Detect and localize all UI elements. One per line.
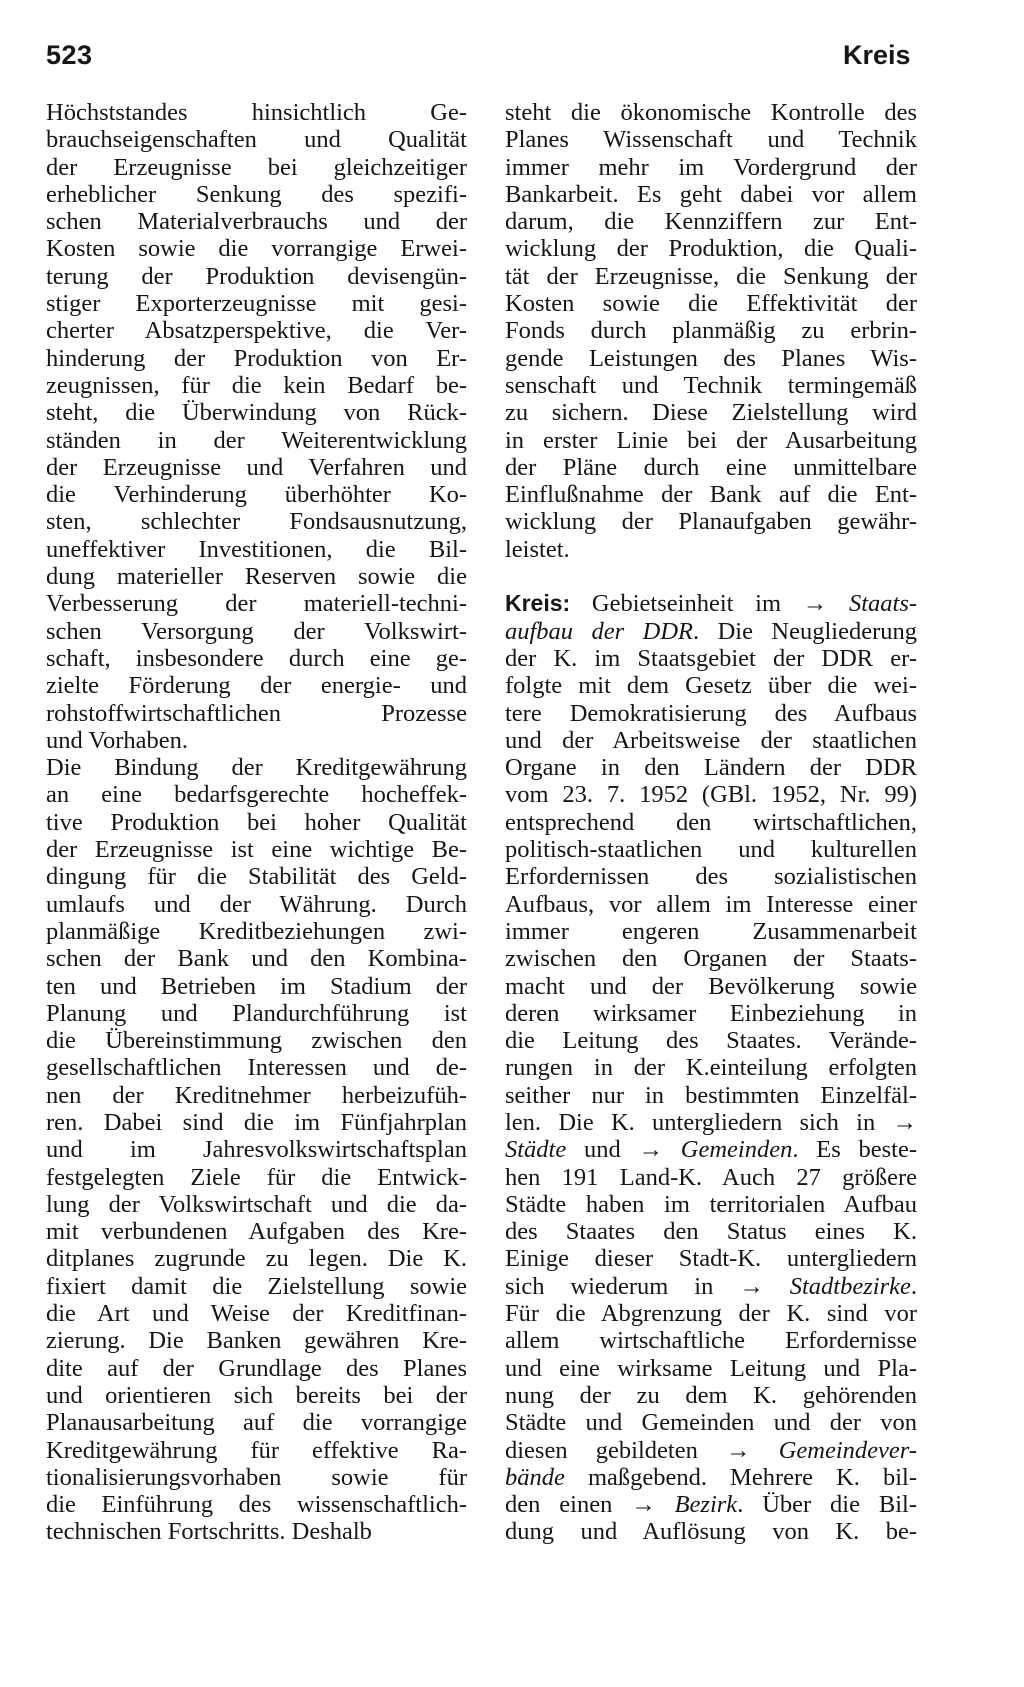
entry-line	[505, 1491, 917, 1518]
text-line: an eine bedarfsgerechte hocheffek-	[46, 781, 467, 809]
entry-gap	[505, 563, 917, 590]
entry-body-a	[505, 645, 917, 1109]
text-line: Planes Wissenschaft und Technik	[505, 126, 917, 154]
right-column-continuation	[505, 99, 917, 563]
text-line: cherter Absatzperspektive, die Ver-	[46, 317, 467, 345]
text-line: dite auf der Grundlage des Planes	[46, 1354, 467, 1382]
text-line: schen der Bank und den Kombina-	[46, 945, 467, 973]
text-line: seither nur in bestimmten Einzelfäl-	[505, 1081, 917, 1109]
entry-line	[505, 618, 917, 645]
text-line: zielte Förderung der energie- und	[46, 672, 467, 700]
text-line: gende Leistungen des Planes Wis-	[505, 344, 917, 372]
text-line: und eine wirksame Leitung und Pla-	[505, 1354, 917, 1382]
entry-text: und	[566, 1136, 639, 1164]
text-line: der Erzeugnisse bei gleichzeitiger	[46, 153, 467, 181]
text-line: steht die ökonomische Kontrolle des	[505, 99, 917, 126]
entry-line: dung und Auflösung von K. be-	[505, 1518, 917, 1546]
cross-reference-link[interactable]: Städte	[505, 1136, 567, 1164]
text-line: des Staates den Status eines K.	[505, 1218, 917, 1246]
text-line: nung der zu dem K. gehörenden	[505, 1381, 917, 1409]
text-line: die Übereinstimmung zwischen den	[46, 1027, 467, 1055]
text-line: der Erzeugnisse ist eine wichtige Be-	[46, 836, 467, 864]
text-line: vom 23. 7. 1952 (GBl. 1952, Nr. 99)	[505, 781, 917, 809]
text-line: politisch-staatlichen und kulturellen	[505, 836, 917, 864]
left-column	[46, 99, 467, 1546]
entry-text: diesen gebildeten	[505, 1436, 727, 1464]
text-line: umlaufs und der Währung. Durch	[46, 890, 467, 918]
text-line: festgelegten Ziele für die Entwick-	[46, 1163, 467, 1191]
text-line: lung der Volkswirtschaft und die da-	[46, 1190, 467, 1218]
cross-reference-link[interactable]: → Stadtbezirke	[739, 1272, 911, 1300]
text-line: immer mehr im Vordergrund der	[505, 153, 917, 181]
text-line: Kreditgewährung für effektive Ra-	[46, 1436, 467, 1464]
cross-reference-link[interactable]: bände	[505, 1463, 565, 1491]
text-line: tät der Erzeugnisse, die Senkung der	[505, 262, 917, 290]
text-line: Einige dieser Stadt-K. untergliedern	[505, 1245, 917, 1273]
text-line: Die Bindung der Kreditgewährung	[46, 754, 467, 782]
text-line: tionalisierungsvorhaben sowie für	[46, 1463, 467, 1491]
text-line: Kosten sowie die Effektivität der	[505, 290, 917, 318]
text-line: und der Arbeitsweise der staatlichen	[505, 726, 917, 754]
text-line: wicklung der Produktion, die Quali-	[505, 235, 917, 263]
entry-keyword: Kreis:	[505, 590, 571, 617]
text-line: die Leitung des Staates. Verände-	[505, 1027, 917, 1055]
cross-reference-arrow[interactable]: →	[892, 1108, 917, 1136]
text-line: ständen in der Weiterentwicklung	[46, 426, 467, 454]
text-line: und orientieren sich bereits bei der	[46, 1381, 467, 1409]
entry-text: . Über die Bil-	[737, 1491, 917, 1519]
text-line: zu sichern. Diese Zielstellung wird	[505, 399, 917, 427]
text-line: schen Versorgung der Volkswirt-	[46, 617, 467, 645]
text-line: der Pläne durch eine unmittelbare	[505, 453, 917, 481]
cross-reference-link[interactable]: → Bezirk	[631, 1491, 738, 1519]
text-line: Verbesserung der materiell-techni-	[46, 590, 467, 618]
cross-reference-link[interactable]: aufbau der DDR	[505, 617, 693, 645]
text-line: allem wirtschaftliche Erfordernisse	[505, 1327, 917, 1355]
text-line: deren wirksamer Einbeziehung in	[505, 999, 917, 1027]
text-line: tive Produktion bei hoher Qualität	[46, 808, 467, 836]
text-line: ren. Dabei sind die im Fünfjahrplan	[46, 1108, 467, 1136]
entry-line	[505, 1437, 917, 1464]
page-number: 523	[46, 40, 93, 70]
text-line: ten und Betrieben im Stadium der	[46, 972, 467, 1000]
entry-line	[505, 1136, 917, 1163]
text-line: in erster Linie bei der Ausarbeitung	[505, 426, 917, 454]
entry-text: den einen	[505, 1491, 632, 1519]
text-line: die Art und Weise der Kreditfinan-	[46, 1300, 467, 1328]
entry-text: maßgebend. Mehrere K. bil-	[564, 1463, 917, 1491]
text-line: leistet.	[505, 535, 570, 563]
cross-reference-link[interactable]: → Staats-	[802, 590, 918, 618]
text-line: zierung. Die Banken gewähren Kre-	[46, 1327, 467, 1355]
text-line: brauchseigenschaften und Qualität	[46, 126, 467, 154]
text-line: terung der Produktion devisengün-	[46, 262, 467, 290]
text-line: Kosten sowie die vorrangige Erwei-	[46, 235, 467, 263]
text-line: Planung und Plandurchführung ist	[46, 999, 467, 1027]
cross-reference-link[interactable]: → Gemeinden	[638, 1136, 793, 1164]
text-line: rungen in der K.einteilung erfolgten	[505, 1054, 917, 1082]
text-line: planmäßige Kreditbeziehungen zwi-	[46, 917, 467, 945]
text-line: Städte und Gemeinden und der von	[505, 1409, 917, 1437]
text-line: der Erzeugnisse und Verfahren und	[46, 453, 467, 481]
text-line: macht und der Bevölkerung sowie	[505, 972, 917, 1000]
text-line: und im Jahresvolkswirtschaftsplan	[46, 1136, 467, 1164]
text-line: Für die Abgrenzung der K. sind vor	[505, 1300, 917, 1328]
text-line: sten, schlechter Fondsausnutzung,	[46, 508, 467, 536]
text-line: erheblicher Senkung des spezifi-	[46, 180, 467, 208]
text-line: Fonds durch planmäßig zu erbrin-	[505, 317, 917, 345]
text-line: die Einführung des wissenschaftlich-	[46, 1491, 467, 1519]
text-line: mit verbundenen Aufgaben des Kre-	[46, 1218, 467, 1246]
text-line: Höchststandes hinsichtlich Ge-	[46, 99, 467, 126]
text-line: ditplanes zugrunde zu legen. Die K.	[46, 1245, 467, 1273]
entry-body-c	[505, 1300, 917, 1436]
text-line: darum, die Kennziffern zur Ent-	[505, 208, 917, 236]
running-head: Kreis	[843, 40, 911, 70]
entry-kreis	[505, 590, 917, 1545]
text-line: schaft, insbesondere durch eine ge-	[46, 644, 467, 672]
text-line: stiger Exporterzeugnisse mit gesi-	[46, 290, 467, 318]
entry-text: sich wiederum in	[505, 1272, 740, 1300]
text-line: hinderung der Produktion von Er-	[46, 344, 467, 372]
entry-text: . Es beste-	[792, 1136, 918, 1164]
text-line: zeugnissen, für die kein Bedarf be-	[46, 371, 467, 399]
entry-text: Gebietseinheit im	[570, 590, 803, 618]
text-line: Bankarbeit. Es geht dabei vor allem	[505, 180, 917, 208]
text-line: hen 191 Land-K. Auch 27 größere	[505, 1163, 917, 1191]
cross-reference-link[interactable]: → Gemeindever-	[726, 1436, 917, 1464]
text-line: dingung für die Stabilität des Geld-	[46, 863, 467, 891]
text-line: uneffektiver Investitionen, die Bil-	[46, 535, 467, 563]
text-line: Organe in den Ländern der DDR	[505, 754, 917, 782]
entry-line	[505, 1273, 917, 1300]
text-line: fixiert damit die Zielstellung sowie	[46, 1272, 467, 1300]
text-line: dung materieller Reserven sowie die	[46, 563, 467, 591]
text-line: zwischen den Organen der Staats-	[505, 945, 917, 973]
text-line: entsprechend den wirtschaftlichen,	[505, 808, 917, 836]
entry-text: .	[910, 1272, 917, 1300]
text-line: wicklung der Planaufgaben gewähr-	[505, 508, 917, 536]
text-line: technischen Fortschritts. Deshalb	[46, 1518, 372, 1546]
entry-line	[505, 1464, 917, 1491]
entry-body-b	[505, 1164, 917, 1273]
text-line: Einflußnahme der Bank auf die Ent-	[505, 481, 917, 509]
text-line: Planausarbeitung auf die vorrangige	[46, 1409, 467, 1437]
text-line: senschaft und Technik termingemäß	[505, 371, 917, 399]
right-column	[505, 99, 917, 1546]
entry-line	[505, 590, 917, 617]
text-line: Aufbaus, vor allem im Interesse einer	[505, 890, 917, 918]
entry-line	[505, 1109, 917, 1136]
entry-text: len. Die K. untergliedern sich in	[505, 1108, 893, 1136]
text-line: der K. im Staatsgebiet der DDR er-	[505, 644, 917, 672]
entry-text: . Die Neugliederung	[692, 617, 917, 645]
text-line: immer engeren Zusammenarbeit	[505, 917, 917, 945]
text-line: steht, die Überwindung von Rück-	[46, 399, 467, 427]
text-line: nen der Kreditnehmer herbeizufüh-	[46, 1081, 467, 1109]
text-line: schen Materialverbrauchs und der	[46, 208, 467, 236]
text-line: und Vorhaben.	[46, 726, 188, 754]
text-line: gesellschaftlichen Interessen und de-	[46, 1054, 467, 1082]
text-line: Erfordernissen des sozialistischen	[505, 863, 917, 891]
text-line: die Verhinderung überhöhter Ko-	[46, 481, 467, 509]
text-line: folgte mit dem Gesetz über die wei-	[505, 672, 917, 700]
text-line: Städte haben im territorialen Aufbau	[505, 1190, 917, 1218]
text-line: rohstoffwirtschaftlichen Prozesse	[46, 699, 467, 727]
text-line: tere Demokratisierung des Aufbaus	[505, 699, 917, 727]
